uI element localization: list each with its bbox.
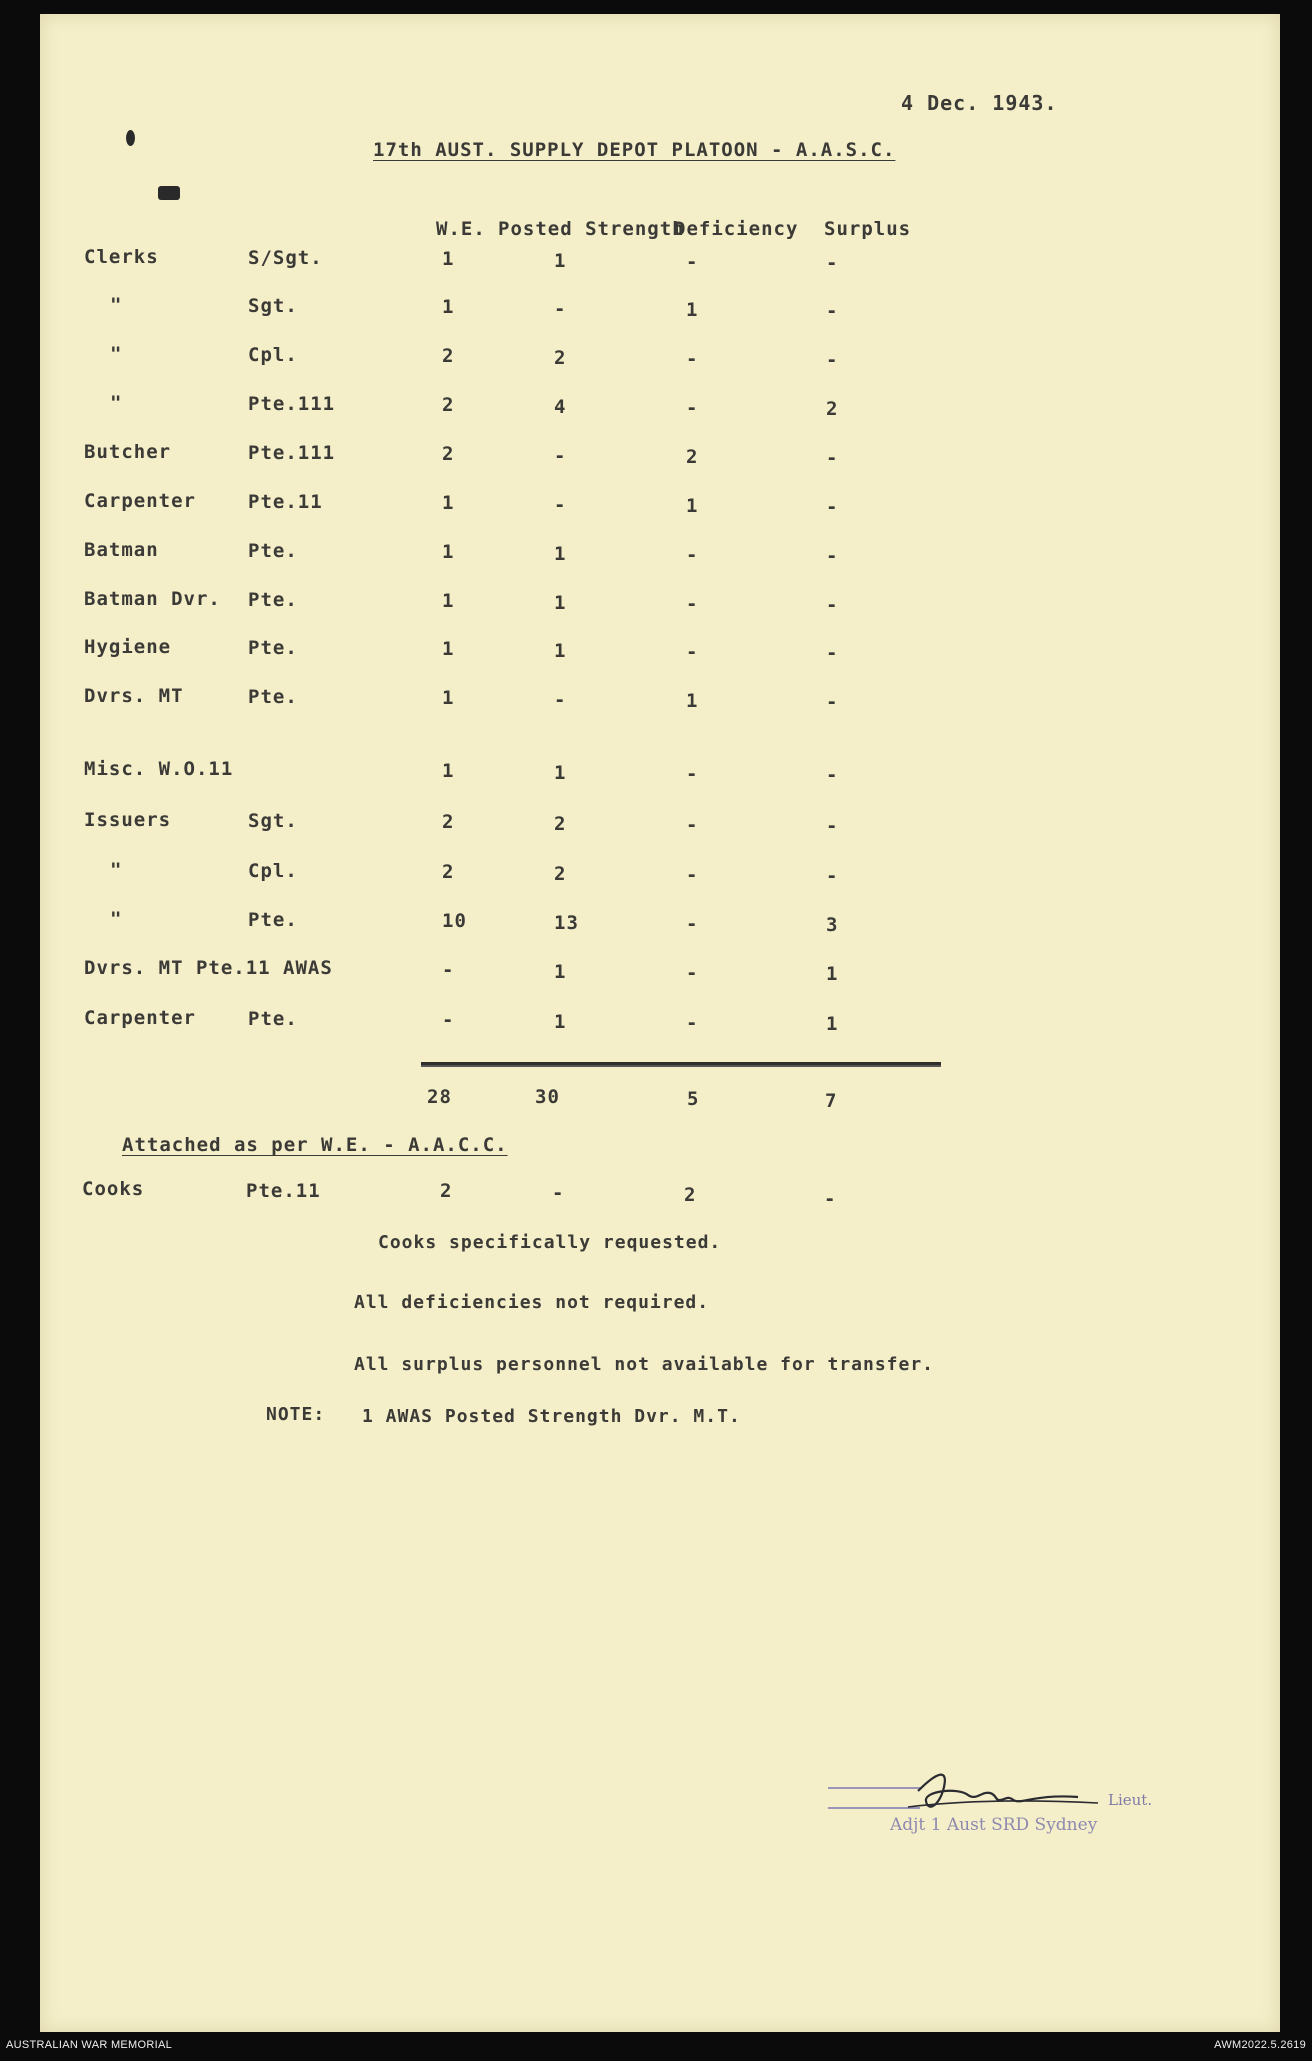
row-rank: Pte. [248,1008,298,1031]
row-deficiency: - [686,396,699,419]
row-trade: Misc. W.O.11 [84,758,234,780]
row-posted: 1 [554,960,567,983]
row-posted: - [554,493,567,516]
col-header-surplus: Surplus [824,218,912,240]
row-rank: Cpl. [248,860,298,883]
note-surplus: All surplus personnel not available for transfer. [354,1354,935,1375]
attached-posted: - [552,1182,565,1204]
row-trade: " [110,392,123,414]
row-rank: Pte.111 [248,442,336,465]
row-we: 1 [442,687,455,710]
row-rank: S/Sgt. [248,247,323,270]
footer-right: AWM2022.5.2619 [1214,2039,1306,2051]
row-trade: Carpenter [84,490,196,512]
row-surplus: 3 [826,914,839,936]
row-surplus: - [826,594,839,616]
row-rank: Pte. [248,589,298,612]
row-we: - [442,1009,455,1032]
note-deficiencies: All deficiencies not required. [354,1292,710,1313]
row-posted: 2 [554,812,567,835]
row-trade: " [110,908,123,930]
row-trade: " [110,859,123,881]
col-header-deficiency: Deficiency [674,218,799,240]
row-surplus: - [826,300,839,322]
row-deficiency: - [686,1011,699,1034]
row-deficiency: - [686,813,699,836]
document-title: 17th AUST. SUPPLY DEPOT PLATOON - A.A.S.C. [373,139,896,161]
total-posted: 30 [535,1086,560,1108]
row-deficiency: - [686,640,699,663]
row-trade: " [110,343,123,365]
row-deficiency: - [686,912,699,935]
row-we: 1 [442,541,455,564]
row-posted: 1 [554,249,567,272]
row-trade: Batman [84,539,159,561]
row-surplus: - [826,691,839,713]
row-trade: Issuers [84,809,172,831]
row-we: 1 [442,248,455,271]
row-rank: Pte. [248,540,298,563]
row-surplus: 1 [826,1013,839,1035]
row-trade: Hygiene [84,636,172,658]
row-posted: 1 [554,761,567,784]
row-surplus: - [826,764,839,786]
row-rank: Pte. [248,909,298,932]
row-surplus: - [826,447,839,469]
attached-heading: Attached as per W.E. - A.A.C.C. [122,1134,508,1156]
row-posted: 1 [554,639,567,662]
row-we: 1 [442,760,455,783]
row-we: - [442,959,455,982]
total-deficiency: 5 [687,1088,700,1110]
attached-trade: Cooks [82,1178,145,1200]
row-surplus: - [826,865,839,887]
row-rank: Pte. [248,637,298,660]
row-posted: 2 [554,862,567,885]
attached-rank: Pte.11 [246,1180,321,1202]
note-label: NOTE: [266,1404,326,1425]
row-we: 1 [442,296,455,319]
row-posted: - [554,688,567,711]
ink-blot [158,186,180,200]
row-posted: 1 [554,1010,567,1033]
row-we: 10 [442,910,467,933]
row-we: 1 [442,638,455,661]
row-we: 2 [442,861,455,884]
row-trade: Carpenter [84,1007,196,1029]
col-header-we: W.E. [436,218,486,240]
row-posted: - [554,297,567,320]
row-rank: Pte.111 [248,393,336,416]
row-surplus: - [826,545,839,567]
document-page [40,14,1280,2032]
row-we: 2 [442,394,455,417]
row-trade: Dvrs. MT [84,685,184,707]
row-deficiency: 1 [686,689,699,712]
row-posted: 2 [554,346,567,369]
row-posted: - [554,444,567,467]
row-trade: Butcher [84,441,172,463]
row-posted: 1 [554,591,567,614]
total-surplus: 7 [825,1090,838,1112]
row-trade: Batman Dvr. [84,588,221,610]
document-date: 4 Dec. 1943. [901,91,1058,115]
row-trade: Dvrs. MT Pte.11 AWAS [84,957,333,979]
attached-surplus: - [824,1188,837,1210]
row-deficiency: 1 [686,494,699,517]
adjutant-stamp [828,1769,1168,1839]
row-deficiency: - [686,250,699,273]
row-surplus: - [826,815,839,837]
total-we: 28 [427,1086,452,1108]
signature-rank: Lieut. [1108,1791,1153,1809]
row-we: 1 [442,590,455,613]
totals-rule [421,1062,941,1065]
row-posted: 1 [554,542,567,565]
row-surplus: - [826,349,839,371]
row-posted: 13 [554,911,579,934]
note-cooks: Cooks specifically requested. [378,1232,722,1253]
row-deficiency: - [686,543,699,566]
row-posted: 4 [554,395,567,418]
row-rank: Pte.11 [248,491,323,514]
row-deficiency: 1 [686,298,699,321]
row-deficiency: - [686,592,699,615]
row-surplus: 1 [826,963,839,985]
row-deficiency: - [686,863,699,886]
row-we: 2 [442,443,455,466]
row-we: 2 [442,345,455,368]
row-trade: " [110,294,123,316]
footer-left: AUSTRALIAN WAR MEMORIAL [6,2039,173,2051]
note-text: 1 AWAS Posted Strength Dvr. M.T. [362,1406,741,1427]
row-rank: Cpl. [248,344,298,367]
row-deficiency: - [686,961,699,984]
row-rank: Sgt. [248,295,298,318]
row-deficiency: - [686,762,699,785]
row-rank: Sgt. [248,810,298,833]
row-surplus: - [826,642,839,664]
row-rank: Pte. [248,686,298,709]
stamp-text: Adjt 1 Aust SRD Sydney [890,1815,1098,1835]
attached-deficiency: 2 [684,1184,697,1206]
row-deficiency: 2 [686,445,699,468]
col-header-posted: Posted Strength [498,218,685,240]
row-trade: Clerks [84,246,159,268]
attached-we: 2 [440,1180,453,1202]
row-deficiency: - [686,347,699,370]
row-surplus: - [826,496,839,518]
row-we: 1 [442,492,455,515]
row-surplus: 2 [826,398,839,420]
row-surplus: - [826,252,839,274]
row-we: 2 [442,811,455,834]
punch-mark [126,130,135,146]
